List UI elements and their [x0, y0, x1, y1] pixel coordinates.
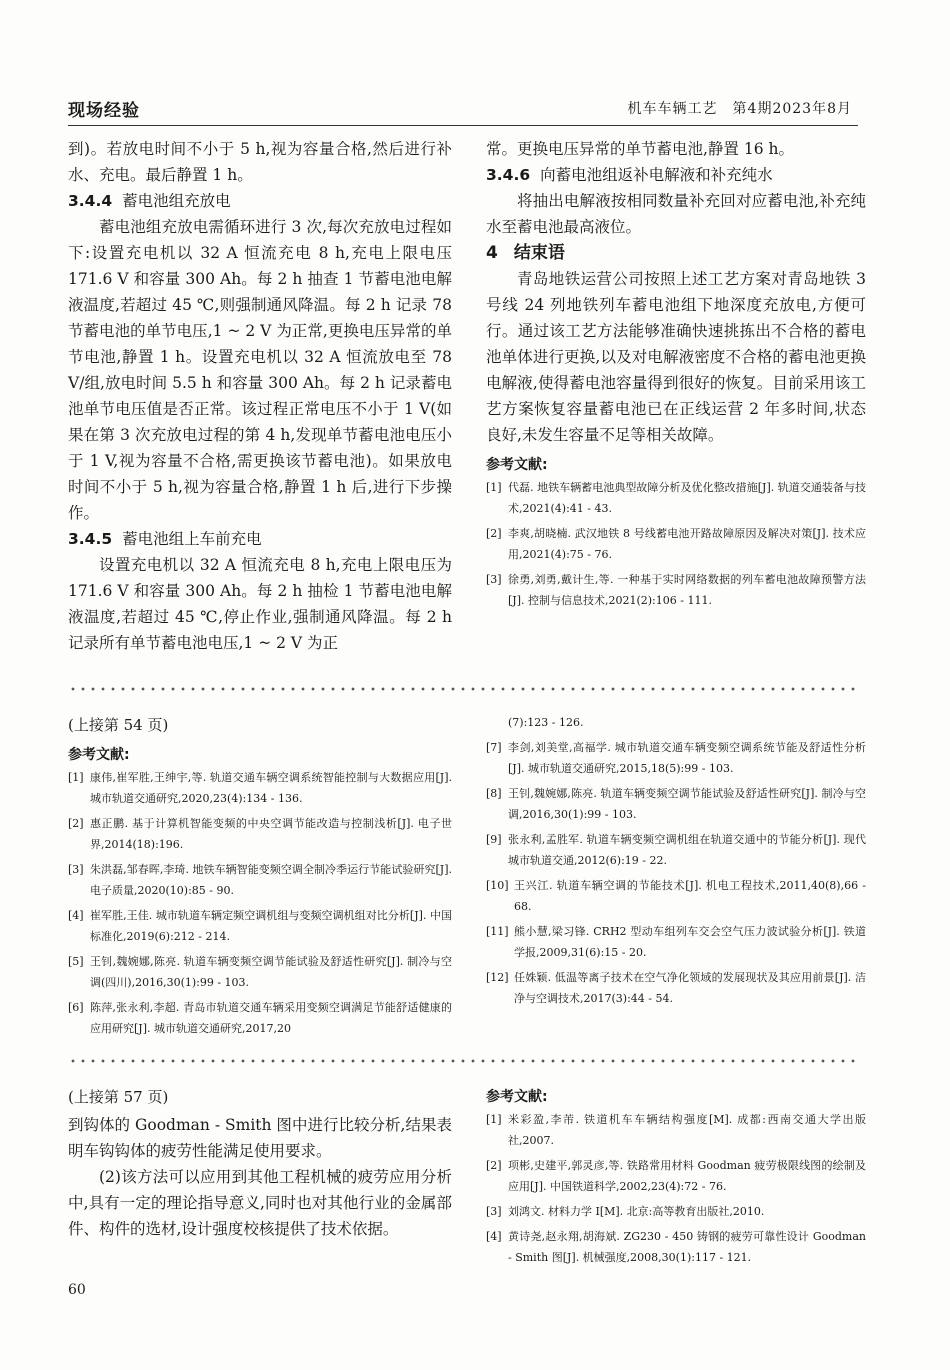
reference-number: [12]: [486, 971, 509, 984]
section-title: 蓄电池组充放电: [122, 192, 231, 210]
reference-number: [6]: [68, 1001, 84, 1014]
paragraph: 到钩体的 Goodman - Smith 图中进行比较分析,结果表明车钩钩体的疲劳性能满足使用要求。: [68, 1116, 452, 1160]
reference-list: [486, 477, 866, 611]
reference-item: [68, 951, 452, 993]
reference-item: [486, 737, 866, 779]
reference-item: [486, 1109, 866, 1151]
paragraph: 将抽出电解液按相同数量补充回对应蓄电池,补充纯水至蓄电池最高液位。: [486, 192, 866, 236]
section-heading-3-4-5: [68, 526, 452, 552]
reference-item: [486, 477, 866, 519]
reference-number: [3]: [68, 863, 84, 876]
paragraph: (2)该方法可以应用到其他工程机械的疲劳应用分析中,具有一定的理论指导意义,同时也对其他行业的金属部件、构件的选材,设计强度校核提供了技术依据。: [68, 1168, 452, 1238]
reference-item: [486, 523, 866, 565]
reference-number: [9]: [486, 833, 502, 846]
reference-number: [4]: [486, 1230, 502, 1243]
references-heading: 参考文献:: [486, 457, 548, 473]
reference-text: 王兴江. 轨道车辆空调的节能技术[J]. 机电工程技术,2011,40(8),66 - 68.: [514, 879, 866, 913]
ornamental-divider: [68, 1058, 858, 1064]
reference-item: [486, 569, 866, 611]
reference-item: [68, 767, 452, 809]
section-heading-3-4-4: [68, 188, 452, 214]
section-title: 向蓄电池组返补电解液和补充纯水: [540, 166, 773, 184]
reference-item: [486, 1201, 866, 1222]
continued-note: (上接第 54 页): [68, 716, 169, 734]
section-number: 3.4.6: [486, 166, 531, 184]
reference-number: [1]: [486, 481, 502, 494]
reference-text: 任姝颖. 低温等离子技术在空气净化领域的发展现状及其应用前景[J]. 洁净与空调技术,2017(3):44 - 54.: [514, 971, 866, 1005]
reference-number: [1]: [486, 1113, 502, 1126]
reference-item: [68, 905, 452, 947]
reference-item: [486, 875, 866, 917]
reference-number: [2]: [486, 1159, 502, 1172]
reference-item: [486, 1155, 866, 1197]
reference-number: [2]: [68, 817, 84, 830]
reference-text: 李剑,刘美堂,高福学. 城市轨道交通车辆变频空调系统节能及舒适性分析[J]. 城市轨道交通研究,2015,18(5):99 - 103.: [508, 741, 866, 775]
section-heading-4: [486, 240, 866, 266]
reference-text: 李爽,胡晓楠. 武汉地铁 8 号线蓄电池开路故障原因及解决对策[J]. 技术应用,2021(4):75 - 76.: [508, 527, 866, 561]
reference-text: 徐勇,刘勇,戴计生,等. 一种基于实时网络数据的列车蓄电池故障预警方法[J]. 控制与信息技术,2021(2):106 - 111.: [508, 573, 866, 607]
references-heading: 参考文献:: [68, 747, 130, 763]
reference-number: [3]: [486, 573, 502, 586]
section-heading-3-4-6: [486, 162, 866, 188]
ornamental-divider: [68, 686, 858, 692]
reference-item: [486, 783, 866, 825]
reference-text: 黄诗尧,赵永翔,胡海斌. ZG230 - 450 铸钢的疲劳可靠性设计 Goodman - Smith 图[J]. 机械强度,2008,30(1):117 - 121.: [508, 1230, 866, 1264]
section-number: 4: [486, 243, 498, 263]
reference-text: 陈萍,张永利,李超. 青岛市轨道交通车辆采用变频空调满足节能舒适健康的应用研究[J]. 城市轨道交通研究,2017,20: [90, 1001, 452, 1035]
reference-number: [7]: [486, 741, 502, 754]
section-label: 现场经验: [68, 101, 140, 121]
reference-item: [68, 859, 452, 901]
reference-text: 刘鸿文. 材料力学 I[M]. 北京:高等教育出版社,2010.: [508, 1205, 765, 1218]
reference-text: 代磊. 地铁车辆蓄电池典型故障分析及优化整改措施[J]. 轨道交通装备与技术,2021(4):41 - 43.: [508, 481, 866, 515]
reference-number: [8]: [486, 787, 502, 800]
reference-number: [11]: [486, 925, 509, 938]
reference-text: 米彩盈,李芾. 铁道机车车辆结构强度[M]. 成都:西南交通大学出版社,2007.: [508, 1113, 866, 1147]
reference-number: [2]: [486, 527, 502, 540]
reference-item: [68, 997, 452, 1039]
continued-note: (上接第 57 页): [68, 1088, 169, 1106]
paragraph: 设置充电机以 32 A 恒流充电 8 h,充电上限电压为 171.6 V 和容量 300 Ah。每 2 h 抽检 1 节蓄电池电解液温度,若超过 45 ℃,停止作业,强制通风降温。每 2 h 记录所有单节蓄电池电压,1 ~ 2 V 为正: [68, 556, 452, 652]
reference-text: 张永利,孟胜军. 轨道车辆变频空调机组在轨道交通中的节能分析[J]. 现代城市轨道交通,2012(6):19 - 22.: [508, 833, 866, 867]
middle-right-column: [486, 712, 866, 1013]
top-right-column: [486, 136, 866, 615]
reference-continuation: [486, 712, 866, 733]
reference-text: 朱洪磊,邹春晖,李琦. 地铁车辆智能变频空调全制冷季运行节能试验研究[J]. 电子质量,2020(10):85 - 90.: [90, 863, 452, 897]
middle-left-column: [68, 712, 452, 1043]
reference-number: [5]: [68, 955, 84, 968]
page-number: 60: [68, 1282, 86, 1298]
paragraph: 青岛地铁运营公司按照上述工艺方案对青岛地铁 3 号线 24 列地铁列车蓄电池组下地深度充放电,方便可行。通过该工艺方法能够准确快速挑拣出不合格的蓄电池单体进行更换,以及对电解液密度不合格的蓄电池更换电解液,使得蓄电池容量得到很好的恢复。目前采用该工艺方案恢复容量蓄电池已在正线运营 2 年多时间,状态良好,未发生容量不足等相关故障。: [486, 270, 866, 444]
section-title: 蓄电池组上车前充电: [122, 530, 262, 548]
section-number: 3.4.4: [68, 192, 113, 210]
reference-text: 王钊,魏婉娜,陈亮. 轨道车辆变频空调节能试验及舒适性研究[J]. 制冷与空调,2016,30(1):99 - 103.: [508, 787, 866, 821]
reference-text: (7):123 - 126.: [508, 716, 584, 729]
reference-number: [10]: [486, 879, 509, 892]
top-left-column: [68, 136, 452, 656]
reference-item: [486, 921, 866, 963]
reference-number: [3]: [486, 1205, 502, 1218]
bottom-right-column: [486, 1086, 866, 1272]
reference-number: [4]: [68, 909, 84, 922]
reference-text: 惠正鹏. 基于计算机智能变频的中央空调节能改造与控制浅析[J]. 电子世界,2014(18):196.: [90, 817, 452, 851]
reference-number: [1]: [68, 771, 84, 784]
reference-text: 康伟,崔军胜,王绅宇,等. 轨道交通车辆空调系统智能控制与大数据应用[J]. 城市轨道交通研究,2020,23(4):134 - 136.: [90, 771, 452, 805]
reference-item: [486, 967, 866, 1009]
paragraph: 到)。若放电时间不小于 5 h,视为容量合格,然后进行补水、充电。最后静置 1 h。: [68, 140, 452, 184]
paragraph: 蓄电池组充放电需循环进行 3 次,每次充放电过程如下:设置充电机以 32 A 恒流充电 8 h,充电上限电压 171.6 V 和容量 300 Ah。每 2 h 抽查 1 节蓄电池电解液温度,若超过 45 ℃,则强制通风降温。每 2 h 记录 78 节蓄电池的单节电压,1 ~ 2 V 为正常,更换电压异常的单节电池,静置 1 h。设置充电机以 32 A 恒流放电至 78 V/组,放电时间 5.5 h 和容量 300 Ah。每 2 h 记录蓄电池单节电压值是否正常。该过程正常电压不小于 1 V(如果在第 3 次充放电过程的第 4 h,发现单节蓄电池电压小于 1 V,视为容量不合格,需更换该节蓄电池)。如果放电时间不小于 5 h,视为容量合格,静置 1 h 后,进行下步操作。: [68, 218, 452, 522]
paragraph: 常。更换电压异常的单节蓄电池,静置 16 h。: [486, 140, 794, 158]
reference-item: [486, 829, 866, 871]
journal-issue: 机车车辆工艺 第4期2023年8月: [627, 101, 852, 117]
section-number: 3.4.5: [68, 530, 113, 548]
header-rule: [68, 125, 858, 126]
reference-text: 项彬,史建平,郭灵彦,等. 铁路常用材料 Goodman 疲劳极限线图的绘制及应用[J]. 中国铁道科学,2002,23(4):72 - 76.: [508, 1159, 866, 1193]
bottom-left-column: [68, 1084, 452, 1242]
reference-item: [486, 1226, 866, 1268]
reference-text: 王钊,魏婉娜,陈亮. 轨道车辆变频空调节能试验及舒适性研究[J]. 制冷与空调(四川),2016,30(1):99 - 103.: [90, 955, 452, 989]
references-heading: 参考文献:: [486, 1089, 548, 1105]
reference-text: 崔军胜,王佳. 城市轨道车辆定频空调机组与变频空调机组对比分析[J]. 中国标准化,2019(6):212 - 214.: [90, 909, 452, 943]
section-title: 结束语: [513, 243, 565, 263]
reference-text: 熊小慧,梁习锋. CRH2 型动车组列车交会空气压力波试验分析[J]. 铁道学报,2009,31(6):15 - 20.: [514, 925, 866, 959]
reference-item: [68, 813, 452, 855]
